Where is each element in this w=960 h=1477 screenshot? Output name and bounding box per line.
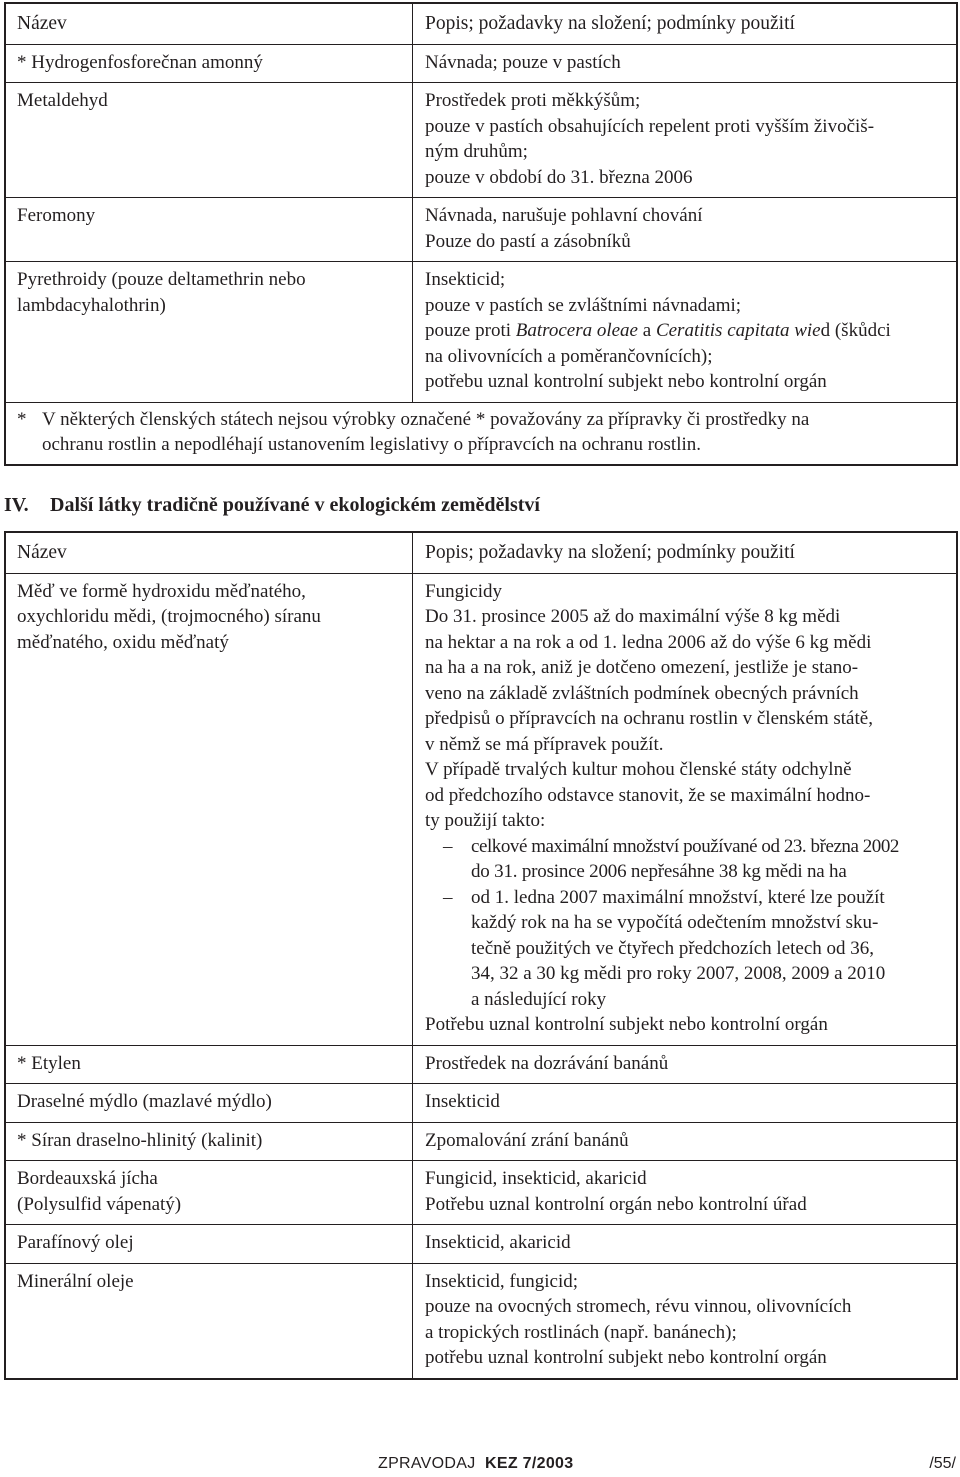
name-line: Bordeauxská jícha (17, 1168, 158, 1189)
description-line: Insekticid; (425, 269, 506, 290)
description-line: pouze v období do 31. března 2006 (425, 166, 693, 188)
substance-description (413, 1161, 956, 1224)
list-item-line: tečně použitých ve čtyřech předchozích letech od 36, (471, 937, 875, 959)
description-line: pouze v pastích se zvláštními návnadami; (425, 294, 742, 316)
text-fragment: a (638, 320, 656, 341)
name-line: Pyrethroidy (pouze deltamethrin nebo (17, 269, 306, 290)
substance-description: Insekticid, akaricid (425, 1232, 571, 1253)
name-line: měďnatého, oxidu měďnatý (17, 631, 229, 653)
table-header (6, 4, 956, 44)
header-name: Název (6, 533, 413, 573)
table-row (6, 261, 956, 402)
text-fragment: pouze proti (425, 320, 516, 341)
footnote-text: V některých členských státech nejsou výrobky označené * považovány za přípravky či prostředky na (42, 408, 810, 430)
substance-name: Minerální oleje (17, 1270, 134, 1292)
dash-mark: – (443, 886, 453, 908)
table-row (6, 573, 956, 1045)
name-line: Měď ve formě hydroxidu měďnatého, (17, 580, 306, 602)
substance-description: Návnada; pouze v pastích (425, 51, 621, 73)
species-name: Batrocera oleae (515, 320, 638, 341)
section-heading (4, 493, 540, 519)
description-line: Návnada, narušuje pohlavní chování (425, 205, 703, 226)
table-row (6, 197, 956, 261)
section-number: IV. (4, 494, 29, 516)
name-line: lambdacyhalothrin) (17, 294, 166, 316)
species-name: Ceratitis capitata wie (655, 320, 821, 341)
table-substances-2 (4, 531, 958, 1380)
dash-list-item (425, 834, 948, 885)
substance-name: * Etylen (17, 1052, 81, 1074)
footnote-line (17, 407, 946, 433)
table-row (6, 1045, 956, 1084)
substance-description (413, 574, 956, 1045)
description-line: pouze v pastích obsahujících repelent proti vyšším živočiš- (425, 115, 875, 137)
description-line: na ha a na rok, aniž je dotčeno omezení, jestliže je stano- (425, 657, 859, 678)
table-row (6, 82, 956, 197)
description-line: potřebu uznal kontrolní subjekt nebo kontrolní orgán (425, 371, 827, 392)
substance-name: Feromony (17, 205, 96, 226)
table-row (6, 1224, 956, 1263)
description-line: předpisů o přípravcích na ochranu rostlin v členském státě, (425, 708, 873, 729)
substance-name (6, 1161, 413, 1224)
description-line: na olivovnících a poměrančovnících); (425, 345, 713, 367)
substance-name (6, 574, 413, 1045)
list-item-line: každý rok na ha se vypočítá odečtením množství sku- (471, 912, 879, 933)
substance-description: Prostředek na dozrávání banánů (425, 1052, 669, 1074)
substance-description: Insekticid (425, 1091, 500, 1112)
description-line: a tropických rostlinách (např. banánech); (425, 1321, 737, 1343)
text-fragment: d (škůdci (820, 320, 891, 341)
header-description: Popis; požadavky na složení; podmínky použití (425, 13, 795, 34)
substance-name: * Síran draselno-hlinitý (kalinit) (17, 1129, 263, 1151)
table-footnote (6, 402, 956, 464)
substance-name: * Hydrogenfosforečnan amonný (17, 51, 263, 73)
header-name: Název (6, 4, 413, 44)
table-substances-1 (4, 2, 958, 466)
table-row (6, 1160, 956, 1224)
substance-name (6, 262, 413, 402)
section-title: Další látky tradičně používané v ekologickém zemědělství (50, 494, 540, 516)
asterisk-mark: * (17, 408, 27, 430)
list-item-line: 34, 32 a 30 kg mědi pro roky 2007, 2008, 2009 a 2010 (471, 963, 886, 984)
table-header (6, 533, 956, 573)
description-line: veno na základě zvláštních podmínek obecných právních (425, 682, 859, 704)
description-line: Insekticid, fungicid; (425, 1270, 579, 1292)
table-row (6, 1122, 956, 1161)
substance-name: Parafínový olej (17, 1232, 134, 1253)
dash-mark: – (443, 835, 453, 857)
description-line: Potřebu uznal kontrolní orgán nebo kontrolní úřad (425, 1193, 807, 1215)
description-line: Do 31. prosince 2005 až do maximální výše 8 kg mědi (425, 606, 841, 627)
description-line: pouze na ovocných stromech, révu vinnou, olivovnících (425, 1296, 852, 1317)
description-line: v němž se má přípravek použít. (425, 733, 664, 755)
description-line-species (425, 318, 948, 344)
list-item-line: do 31. prosince 2006 nepřesáhne 38 kg mědi na ha (471, 861, 847, 882)
description-line: Potřebu uznal kontrolní subjekt nebo kontrolní orgán (425, 1014, 828, 1035)
description-line: Prostředek proti měkkýšům; (425, 90, 641, 111)
substance-name: Draselné mýdlo (mazlavé mýdlo) (17, 1091, 272, 1112)
name-line: (Polysulfid vápenatý) (17, 1193, 182, 1215)
table-row (6, 1263, 956, 1378)
description-line: ným druhům; (425, 141, 528, 162)
name-line: oxychloridu mědi, (trojmocného) síranu (17, 606, 321, 627)
substance-description (413, 1264, 956, 1378)
substance-description (413, 83, 956, 197)
description-line: Fungicidy (425, 580, 503, 602)
list-item-line: a následující roky (471, 988, 607, 1010)
issue-number: KEZ 7/2003 (485, 1455, 574, 1472)
description-line: V případě trvalých kultur mohou členské státy odchylně (425, 759, 852, 780)
table-row (6, 1083, 956, 1122)
footnote-line: ochranu rostlin a nepodléhají ustanovením legislativy o přípravcích na ochranu rostlin. (42, 434, 702, 455)
page-number: /55/ (929, 1455, 956, 1472)
list-item-line: celkové maximální množství používané od 23. března 2002 (471, 835, 899, 857)
description-line: potřebu uznal kontrolní subjekt nebo kontrolní orgán (425, 1347, 827, 1368)
substance-name: Metaldehyd (17, 90, 108, 111)
description-line: na hektar a na rok a od 1. ledna 2006 až do výše 6 kg mědi (425, 631, 872, 653)
substance-description: Zpomalování zrání banánů (425, 1129, 629, 1151)
substance-description (413, 262, 956, 402)
substance-description (413, 198, 956, 261)
dash-list-item (425, 885, 948, 1013)
header-description: Popis; požadavky na složení; podmínky použití (425, 542, 795, 563)
description-line: Fungicid, insekticid, akaricid (425, 1168, 647, 1189)
description-line: Pouze do pastí a zásobníků (425, 230, 631, 252)
table-row (6, 44, 956, 83)
description-line: od předchozího odstavce stanovit, že se maximální hodno- (425, 784, 871, 806)
description-line: ty použijí takto: (425, 810, 546, 831)
list-item-line: od 1. ledna 2007 maximální množství, které lze použít (471, 886, 885, 908)
publication-title: ZPRAVODAJ (378, 1455, 476, 1472)
